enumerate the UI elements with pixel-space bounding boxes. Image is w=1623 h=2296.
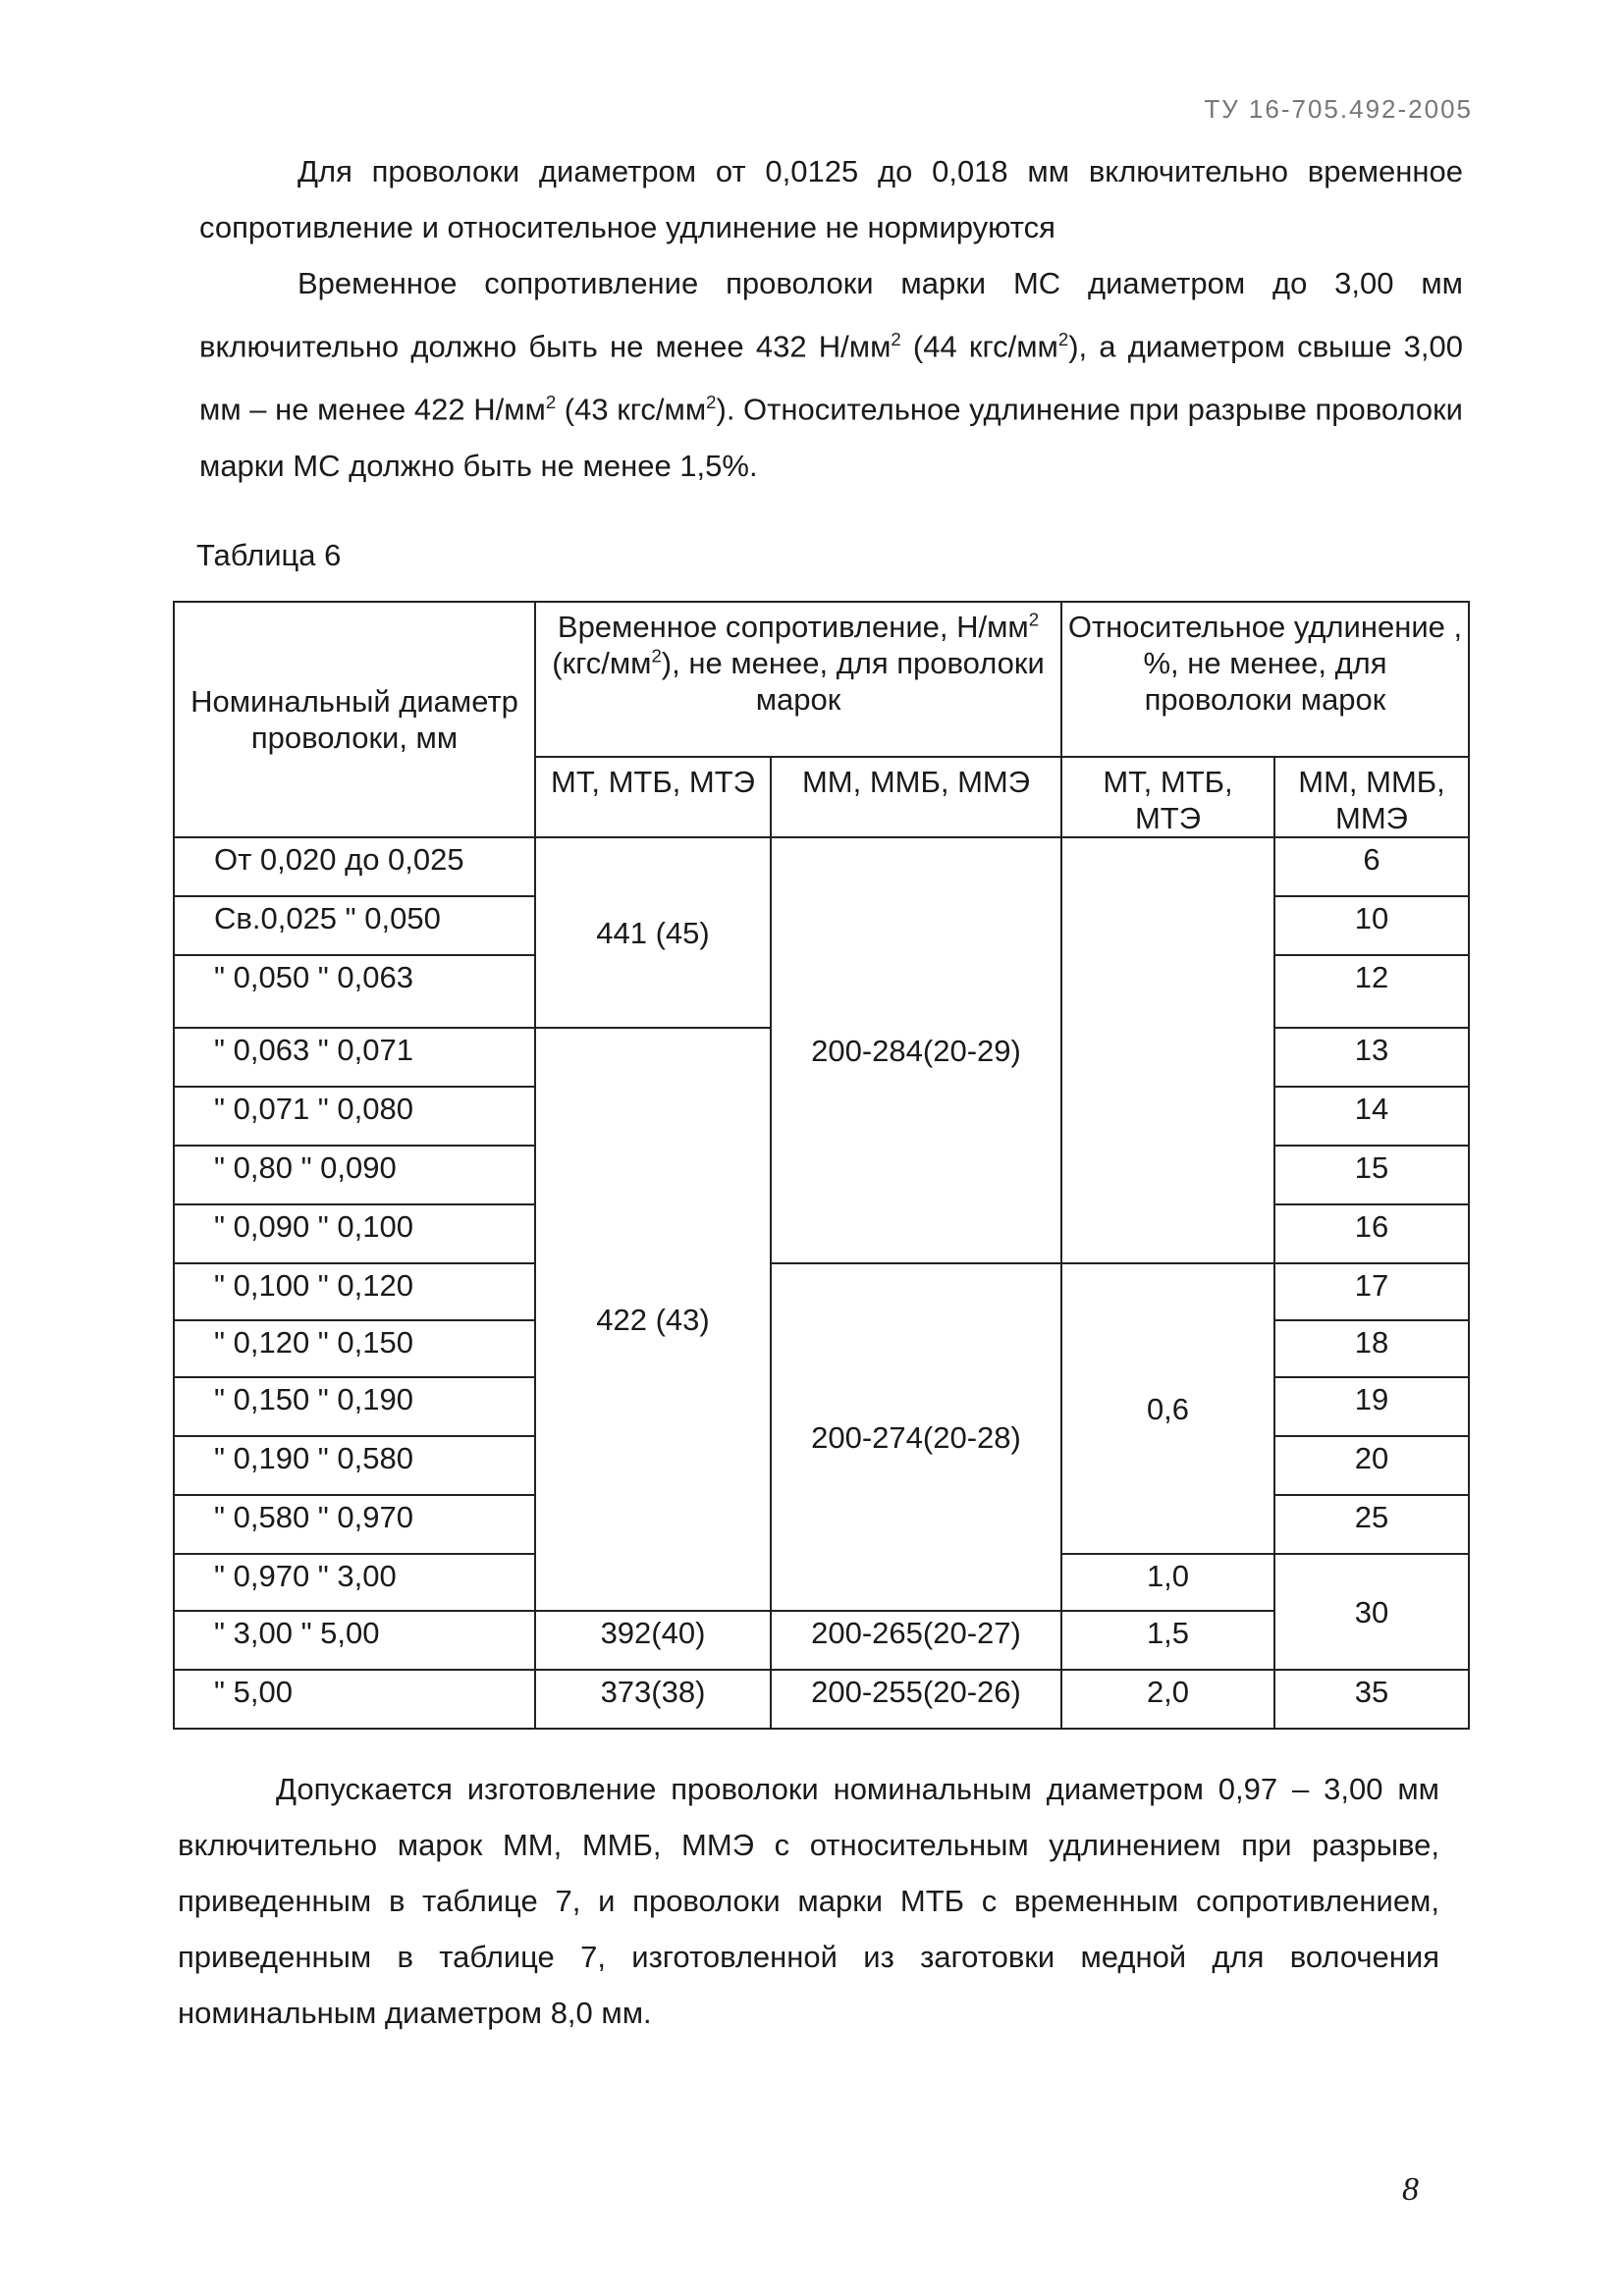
elongation-mt-cell: 2,0 xyxy=(1061,1670,1274,1729)
table-caption: Таблица 6 xyxy=(196,538,342,572)
paragraph-1: Для проволоки диаметром от 0,0125 до 0,018 мм включительно временное сопротивление и относительное удлинение не нормируются xyxy=(199,154,1463,244)
subheader-mm-elong: ММ, ММБ, ММЭ xyxy=(1274,757,1469,837)
table-row: " 0,100 " 0,120 xyxy=(174,1263,535,1320)
strength-mm-cell: 200-284(20-29) xyxy=(771,837,1061,1263)
elongation-mm-cell: 35 xyxy=(1274,1670,1469,1729)
elongation-mt-cell xyxy=(1061,837,1274,1263)
table-row: " 0,063 " 0,071 xyxy=(174,1028,535,1087)
strength-mt-cell: 373(38) xyxy=(535,1670,771,1729)
table-row: " 0,190 " 0,580 xyxy=(174,1436,535,1495)
table-row: " 0,580 " 0,970 xyxy=(174,1495,535,1554)
elongation-mm-cell: 10 xyxy=(1274,896,1469,955)
elongation-mm-cell: 16 xyxy=(1274,1204,1469,1263)
table-row: " 0,150 " 0,190 xyxy=(174,1377,535,1436)
table-6 xyxy=(173,601,1470,1730)
header-elongation: Относительное удлинение , %, не менее, для проволоки марок xyxy=(1061,602,1469,757)
strength-mt-cell: 422 (43) xyxy=(535,1028,771,1611)
elongation-mm-cell: 13 xyxy=(1274,1028,1469,1087)
elongation-mm-cell: 25 xyxy=(1274,1495,1469,1554)
elongation-mm-cell: 12 xyxy=(1274,955,1469,1028)
elongation-mm-cell: 30 xyxy=(1274,1554,1469,1670)
table-row: " 3,00 " 5,00 xyxy=(174,1611,535,1670)
elongation-mt-cell: 1,0 xyxy=(1061,1554,1274,1611)
subheader-mt-elong: МТ, МТБ, МТЭ xyxy=(1061,757,1274,837)
strength-mt-cell: 441 (45) xyxy=(535,837,771,1028)
strength-mm-cell: 200-265(20-27) xyxy=(771,1611,1061,1670)
elongation-mm-cell: 17 xyxy=(1274,1263,1469,1320)
table-row: " 0,120 " 0,150 xyxy=(174,1320,535,1377)
header-strength: Временное сопротивление, $Н/мм^2$ $(кгс/мм^2)$, не менее, для проволоки марок xyxy=(535,602,1061,757)
table-row: " 0,050 " 0,063 xyxy=(174,955,535,1028)
strength-mm-cell: 200-274(20-28) xyxy=(771,1263,1061,1611)
table-row: " 0,071 " 0,080 xyxy=(174,1087,535,1146)
table-row: " 0,970 " 3,00 xyxy=(174,1554,535,1611)
strength-mt-cell: 392(40) xyxy=(535,1611,771,1670)
elongation-mm-cell: 14 xyxy=(1274,1087,1469,1146)
table-row: Св.0,025 " 0,050 xyxy=(174,896,535,955)
elongation-mm-cell: 19 xyxy=(1274,1377,1469,1436)
paragraph-2: Временное сопротивление проволоки марки МС диаметром до 3,00 мм включительно должно быть не менее 432 $Н/мм^2$ (44 кгс/$мм^2$), а диаметром свыше 3,00 мм – не менее 422 $Н/мм^2$ (43 кгс/$мм^2$). Относительное удлинение при разрыве проволоки марки МС должно быть не менее 1,5%. xyxy=(199,266,1464,483)
strength-mm-cell: 200-255(20-26) xyxy=(771,1670,1061,1729)
page-number: 8 xyxy=(1402,2171,1419,2208)
table-row: " 0,090 " 0,100 xyxy=(174,1204,535,1263)
elongation-mm-cell: 6 xyxy=(1274,837,1469,896)
paragraph-3: Допускается изготовление проволоки номинальным диаметром 0,97 – 3,00 мм включительно марок ММ, ММБ, ММЭ с относительным удлинением при разрыве, приведенным в таблице 7, и проволоки марки МТБ с временным сопротивлением, приведенным в таблице 7, изготовленной из заготовки медной для волочения номинальным диаметром 8,0 мм. xyxy=(178,1772,1439,2030)
elongation-mt-cell: 1,5 xyxy=(1061,1611,1274,1670)
table-row: От 0,020 до 0,025 xyxy=(174,837,535,896)
table-row: " 0,80 " 0,090 xyxy=(174,1146,535,1204)
header-diameter: Номинальный диаметр проволоки, мм xyxy=(174,602,535,837)
elongation-mm-cell: 20 xyxy=(1274,1436,1469,1495)
subheader-mm: ММ, ММБ, ММЭ xyxy=(771,757,1061,837)
subheader-mt: МТ, МТБ, МТЭ xyxy=(535,757,771,837)
table-row: " 5,00 xyxy=(174,1670,535,1729)
elongation-mm-cell: 15 xyxy=(1274,1146,1469,1204)
elongation-mt-cell: 0,6 xyxy=(1061,1263,1274,1554)
document-code: ТУ 16-705.492-2005 xyxy=(1204,94,1473,124)
elongation-mm-cell: 18 xyxy=(1274,1320,1469,1377)
